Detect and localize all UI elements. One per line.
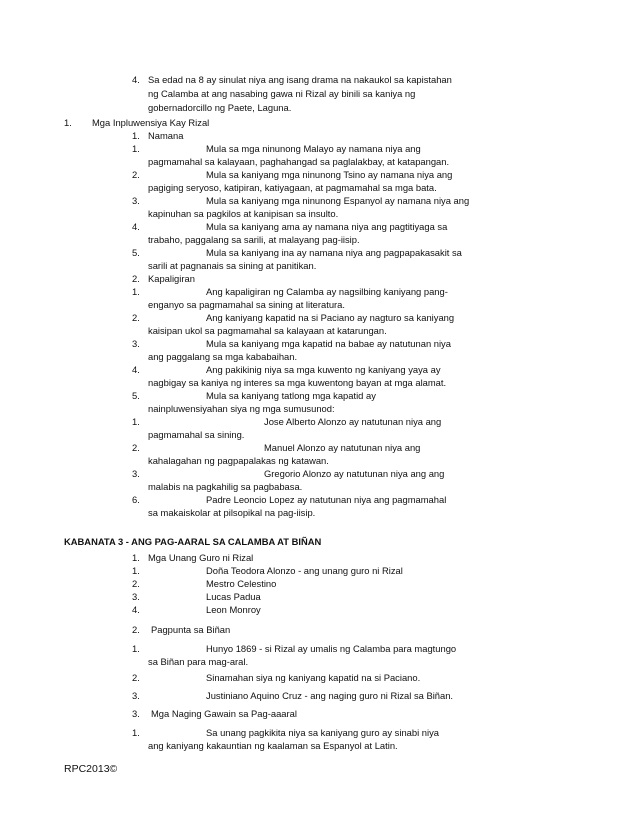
paragraph-line: malabis na pagkahilig sa pagbabasa. (148, 481, 303, 492)
list-number: 2. (132, 273, 140, 284)
paragraph-line: ng Calamba at ang nasabing gawa ni Rizal ay binili sa kaniya ng (148, 88, 416, 99)
list-number: 2. (132, 624, 140, 635)
list-number: 1. (132, 643, 140, 654)
paragraph-line: Gregorio Alonzo ay natutunan niya ang ang (264, 468, 445, 479)
paragraph-line: kahalagahan ng pagpapalakas ng katawan. (148, 455, 329, 466)
list-number: 3. (132, 195, 140, 206)
paragraph-line: Ang kaniyang kapatid na si Paciano ay nagturo sa kaniyang (206, 312, 455, 323)
paragraph-line: Sa edad na 8 ay sinulat niya ang isang drama na nakaukol sa kapistahan (148, 74, 452, 85)
paragraph-line: Doña Teodora Alonzo - ang unang guro ni Rizal (206, 565, 403, 576)
list-number: 2. (132, 672, 140, 683)
list-number: 1. (132, 130, 140, 141)
paragraph-line: Jose Alberto Alonzo ay natutunan niya ang (264, 416, 442, 427)
section-title: Mga Inpluwensiya Kay Rizal (92, 117, 210, 128)
list-number: 6. (132, 494, 140, 505)
paragraph-line: Mula sa kaniyang ina ay namana niya ang pagpapakasakit sa (206, 247, 462, 258)
paragraph-line: pagmamahal sa kalayaan, paghahangad sa paglalakbay, at katapangan. (148, 156, 450, 167)
paragraph-line: pagiging seryoso, katipiran, katiyagaan, at pagmamahal sa mga bata. (148, 182, 437, 193)
list-number: 4. (132, 364, 140, 375)
list-number: 4. (132, 221, 140, 232)
paragraph-line: Mula sa kaniyang tatlong mga kapatid ay (206, 390, 376, 401)
subsection-title: Kapaligiran (148, 273, 195, 284)
paragraph-line: kapinuhan sa pagkilos at kanipisan sa insulto. (148, 208, 339, 219)
list-number: 2. (132, 442, 140, 453)
paragraph-line: Leon Monroy (206, 604, 261, 615)
subsection-title: Pagpunta sa Biñan (151, 624, 231, 635)
list-number: 3. (132, 591, 140, 602)
paragraph-line: Mula sa kaniyang mga kapatid na babae ay natutunan niya (206, 338, 451, 349)
list-number: 3. (132, 468, 140, 479)
paragraph-line: kaisipan ukol sa pagmamahal sa kalayaan at katarungan. (148, 325, 387, 336)
list-number: 4. (132, 74, 140, 85)
paragraph-line: trabaho, paggalang sa sarili, at malayang pag-iisip. (148, 234, 360, 245)
paragraph-line: nainpluwensiyahan siya ng mga sumusunod: (148, 403, 335, 414)
paragraph-line: Ang pakikinig niya sa mga kuwento ng kaniyang yaya ay (206, 364, 441, 375)
paragraph-line: Mula sa kaniyang mga ninunong Tsino ay namana niya ang (206, 169, 453, 180)
paragraph-line: sa makaiskolar at pilsopikal na pag-iisip. (148, 507, 316, 518)
paragraph-line: Padre Leoncio Lopez ay natutunan niya ang pagmamahal (206, 494, 447, 505)
paragraph-line: Justiniano Aquino Cruz - ang naging guro ni Rizal sa Biñan. (206, 690, 454, 701)
section-number: 1. (64, 117, 72, 128)
subsection-title: Namana (148, 130, 184, 141)
list-number: 3. (132, 708, 140, 719)
list-number: 2. (132, 169, 140, 180)
paragraph-line: Mula sa kaniyang mga ninunong Espanyol ay namana niya ang (206, 195, 470, 206)
paragraph-line: Lucas Padua (206, 591, 261, 602)
paragraph-line: ang paggalang sa mga kababaihan. (148, 351, 298, 362)
paragraph-line: ang kaniyang kakauntian ng kaalaman sa Espanyol at Latin. (148, 740, 398, 751)
paragraph-line: pagmamahal sa sining. (148, 429, 245, 440)
list-number: 1. (132, 143, 140, 154)
paragraph-line: Hunyo 1869 - si Rizal ay umalis ng Calamba para magtungo (206, 643, 457, 654)
paragraph-line: Manuel Alonzo ay natutunan niya ang (264, 442, 421, 453)
paragraph-line: sarili at pagnanais sa sining at panitikan. (148, 260, 317, 271)
chapter-heading: KABANATA 3 - ANG PAG-AARAL SA CALAMBA AT BIÑAN (64, 536, 322, 547)
list-number: 1. (132, 286, 140, 297)
list-number: 1. (132, 727, 140, 738)
paragraph-line: Sa unang pagkikita niya sa kaniyang guro ay sinabi niya (206, 727, 439, 738)
paragraph-line: Mestro Celestino (206, 578, 277, 589)
list-number: 4. (132, 604, 140, 615)
list-number: 5. (132, 247, 140, 258)
list-number: 5. (132, 390, 140, 401)
list-number: 2. (132, 578, 140, 589)
list-number: 3. (132, 338, 140, 349)
paragraph-line: gobernadorcillo ng Paete, Laguna. (148, 102, 292, 113)
paragraph-line: Mula sa kaniyang ama ay namana niya ang pagtitiyaga sa (206, 221, 448, 232)
paragraph-line: Mula sa mga ninunong Malayo ay namana niya ang (206, 143, 421, 154)
footer-text: RPC2013© (64, 763, 118, 775)
list-number: 3. (132, 690, 140, 701)
list-number: 1. (132, 565, 140, 576)
paragraph-line: Ang kapaligiran ng Calamba ay nagsilbing kaniyang pang- (206, 286, 448, 297)
list-number: 1. (132, 416, 140, 427)
paragraph-line: Sinamahan siya ng kaniyang kapatid na si Paciano. (206, 672, 421, 683)
subsection-title: Mga Unang Guro ni Rizal (148, 552, 254, 563)
list-number: 1. (132, 552, 140, 563)
list-number: 2. (132, 312, 140, 323)
paragraph-line: enganyo sa pagmamahal sa sining at literatura. (148, 299, 345, 310)
subsection-title: Mga Naging Gawain sa Pag-aaaral (151, 708, 297, 719)
paragraph-line: sa Biñan para mag-aral. (148, 656, 249, 667)
paragraph-line: nagbigay sa kaniya ng interes sa mga kuwentong bayan at mga alamat. (148, 377, 447, 388)
